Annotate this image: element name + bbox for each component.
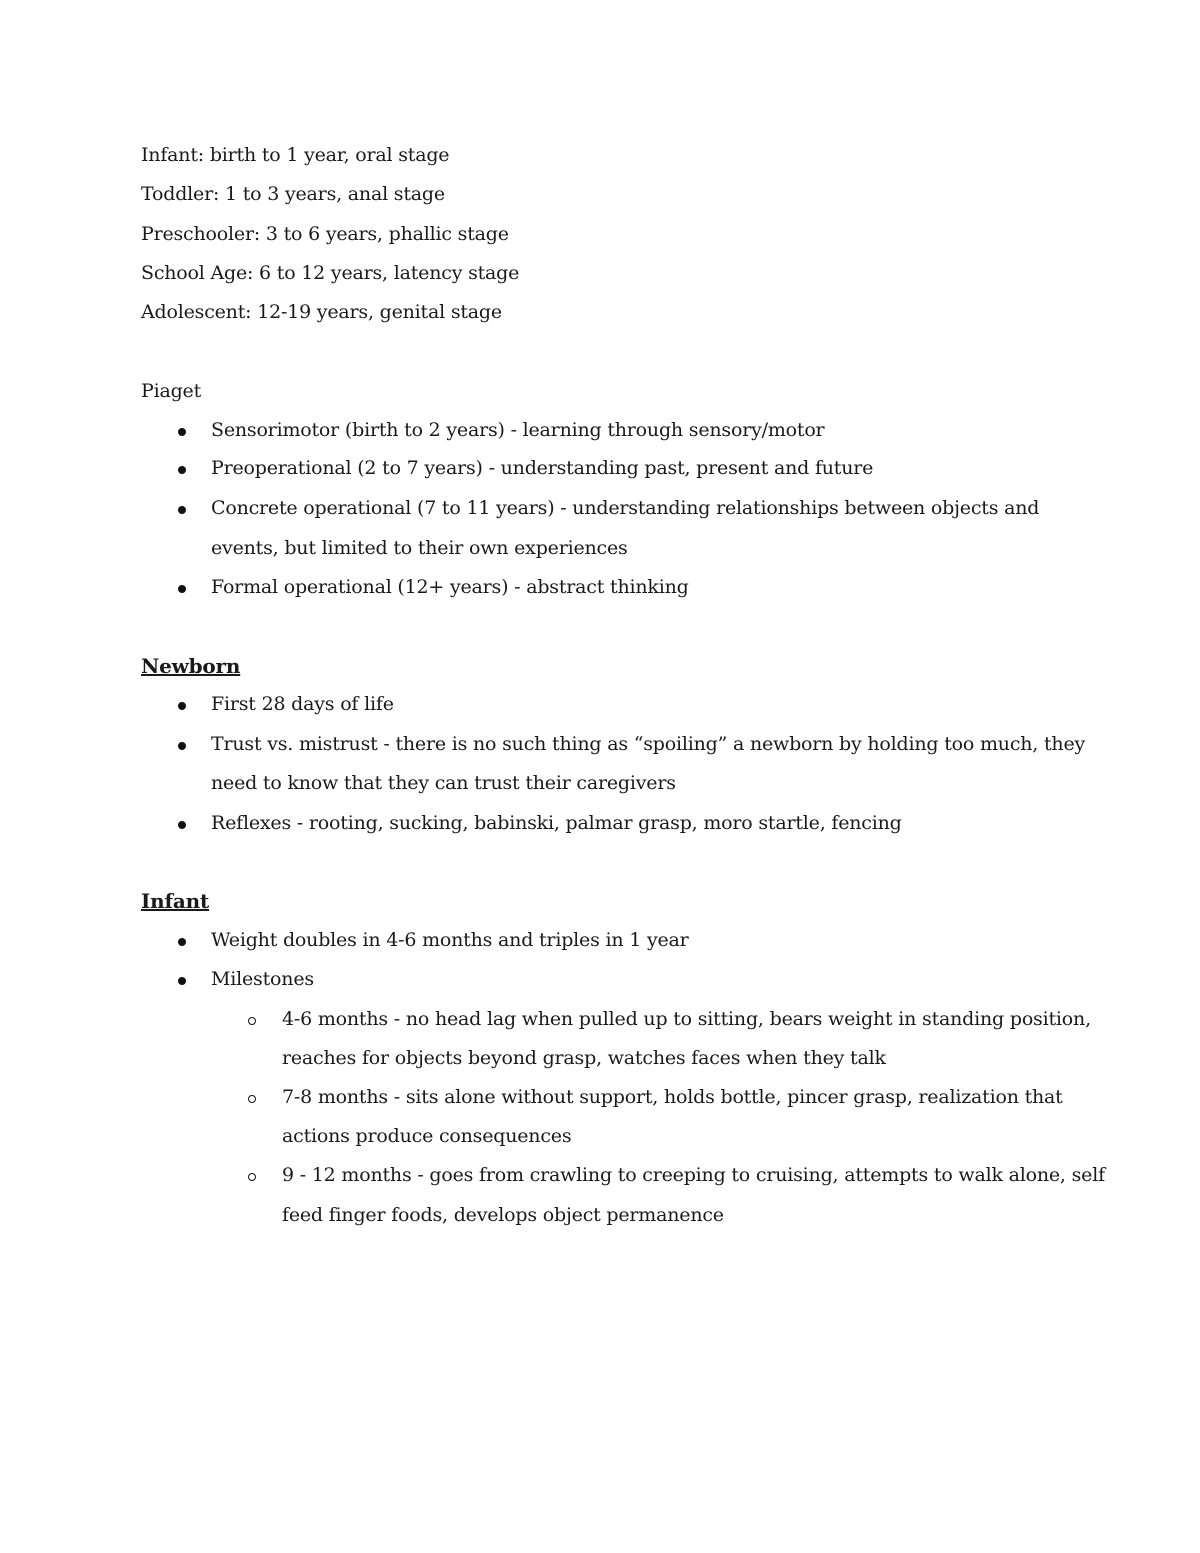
- bullet-icon: [178, 506, 186, 514]
- list-item: Concrete operational (7 to 11 years) - understanding relationships between objects and: [211, 497, 1040, 519]
- section-title-piaget: Piaget: [141, 380, 202, 402]
- list-item: Formal operational (12+ years) - abstract thinking: [211, 576, 689, 598]
- list-item: Milestones: [211, 968, 314, 990]
- sub-bullet-icon: [248, 1173, 256, 1181]
- bullet-icon: [178, 428, 186, 436]
- milestone-item-continuation: feed finger foods, develops object permanence: [282, 1204, 724, 1226]
- bullet-icon: [178, 742, 186, 750]
- list-item: Trust vs. mistrust - there is no such thing as “spoiling” a newborn by holding too much, they: [211, 733, 1086, 755]
- bullet-icon: [178, 938, 186, 946]
- milestone-item-continuation: reaches for objects beyond grasp, watches faces when they talk: [282, 1047, 886, 1069]
- stage-line: School Age: 6 to 12 years, latency stage: [141, 262, 520, 284]
- bullet-icon: [178, 466, 186, 474]
- milestone-item: 7-8 months - sits alone without support, holds bottle, pincer grasp, realization that: [282, 1086, 1063, 1108]
- sub-bullet-icon: [248, 1095, 256, 1103]
- section-title-newborn: Newborn: [141, 654, 241, 678]
- list-item: First 28 days of life: [211, 693, 394, 715]
- bullet-icon: [178, 585, 186, 593]
- milestone-item-continuation: actions produce consequences: [282, 1125, 572, 1147]
- bullet-icon: [178, 977, 186, 985]
- milestone-item: 9 - 12 months - goes from crawling to creeping to cruising, attempts to walk alone, self: [282, 1164, 1105, 1186]
- stage-line: Infant: birth to 1 year, oral stage: [141, 144, 450, 166]
- bullet-icon: [178, 702, 186, 710]
- stage-line: Preschooler: 3 to 6 years, phallic stage: [141, 223, 509, 245]
- milestone-item: 4-6 months - no head lag when pulled up to sitting, bears weight in standing position,: [282, 1008, 1091, 1030]
- list-item: Reflexes - rooting, sucking, babinski, palmar grasp, moro startle, fencing: [211, 812, 902, 834]
- list-item-continuation: events, but limited to their own experiences: [211, 537, 628, 559]
- section-title-infant: Infant: [141, 889, 210, 913]
- sub-bullet-icon: [248, 1017, 256, 1025]
- list-item: Preoperational (2 to 7 years) - understanding past, present and future: [211, 457, 874, 479]
- list-item-continuation: need to know that they can trust their caregivers: [211, 772, 676, 794]
- list-item: Sensorimotor (birth to 2 years) - learning through sensory/motor: [211, 419, 825, 441]
- bullet-icon: [178, 821, 186, 829]
- list-item: Weight doubles in 4-6 months and triples in 1 year: [211, 929, 689, 951]
- stage-line: Adolescent: 12-19 years, genital stage: [141, 301, 502, 323]
- stage-line: Toddler: 1 to 3 years, anal stage: [141, 183, 445, 205]
